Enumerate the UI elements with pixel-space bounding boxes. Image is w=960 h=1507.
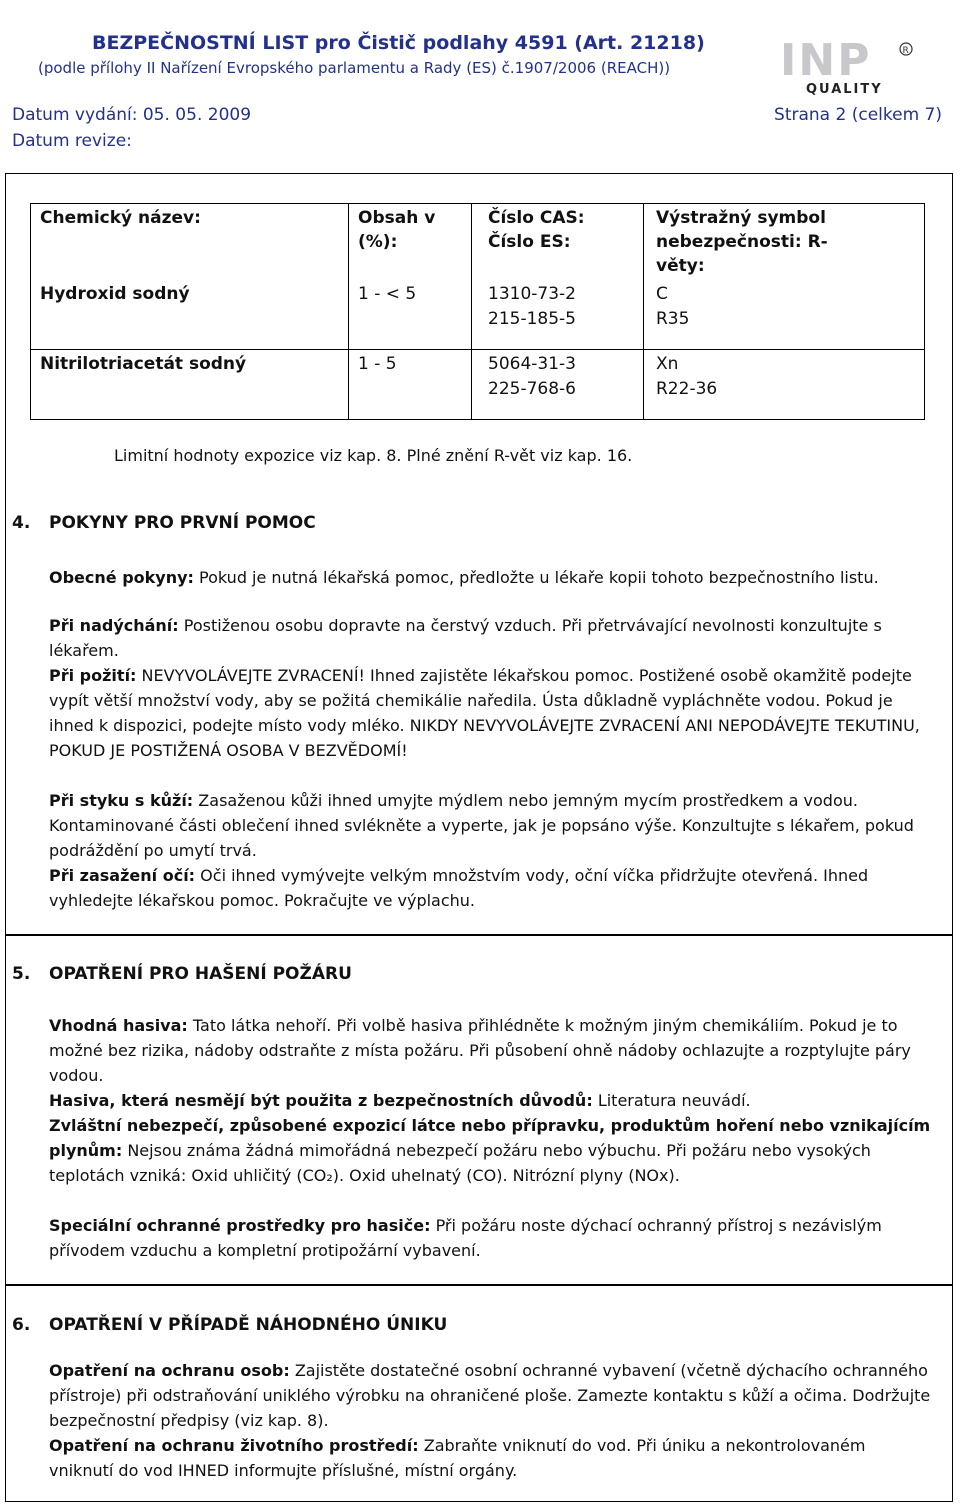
row-1-symbol: C	[656, 284, 668, 304]
row-2-name: Nitrilotriacetát sodný	[40, 354, 247, 374]
special-fire-hazards: Zvláštní nebezpečí, způsobené expozicí látce nebo přípravku, produktům hoření nebo vznikajícím plynům: Nejsou známa žádná mimořádná nebezpečí požáru nebo výbuchu. Při požáru nebo vysokých teplotách vzniká: Oxid uhličitý (CO₂). Oxid uhelnatý (CO). Nitrózní plyny (NOx).	[49, 1116, 931, 1185]
svg-text:R: R	[902, 46, 909, 56]
table-note: Limitní hodnoty expozice viz kap. 8. Plné znění R-vět viz kap. 16.	[114, 446, 633, 465]
document-title: BEZPEČNOSTNÍ LIST pro Čistič podlahy 4591 (Art. 21218)	[92, 32, 705, 54]
row-1-es: 215-185-5	[488, 309, 576, 329]
firefighter-protective-equipment: Speciální ochranné prostředky pro hasiče: Při požáru noste dýchací ochranný přístroj s nezávislým přívodem vzduchu a kompletní protipožární vybavení.	[49, 1216, 882, 1260]
logo-text: INP	[780, 37, 872, 86]
row-1-name: Hydroxid sodný	[40, 284, 190, 304]
row-2-content: 1 - 5	[358, 354, 397, 374]
first-aid-eyes: Při zasažení očí: Oči ihned vymývejte velkým množstvím vody, oční víčka přidržujte otevřená. Ihned vyhledejte lékařskou pomoc. Pokračujte ve výplachu.	[49, 866, 869, 910]
first-aid-skin: Při styku s kůží: Zasaženou kůži ihned umyjte mýdlem nebo jemným mycím prostředkem a vodou. Kontaminované části oblečení ihned svlékněte a vyperte, jak je popsáno výše. Konzultujte s lékařem, pokud podráždění po umytí trvá.	[49, 791, 914, 860]
section-6-title: OPATŘENÍ V PŘÍPADĚ NÁHODNÉHO ÚNIKU	[49, 1315, 448, 1335]
suitable-extinguishing-media: Vhodná hasiva: Tato látka nehoří. Při volbě hasiva přihlédněte k možným jiným chemikáliím. Pokud je to možné bez rizika, nádoby odstraňte z místa požáru. Při působení ohně nádoby ochlazujte a rozptylujte páry vodou.	[49, 1016, 911, 1085]
composition-table	[30, 203, 925, 420]
date-issued: Datum vydání: 05. 05. 2009	[12, 105, 252, 125]
row-2-es: 225-768-6	[488, 379, 576, 399]
row-1-rphrases: R35	[656, 309, 690, 329]
header-cas-es: Číslo CAS: Číslo ES:	[488, 208, 585, 252]
section-6-number: 6.	[12, 1315, 31, 1335]
row-2-cas: 5064-31-3	[488, 354, 576, 374]
first-aid-ingestion: Při požití: NEVYVOLÁVEJTE ZVRACENÍ! Ihned zajistěte lékařskou pomoc. Postižené osobě okamžitě podejte vypít větší množství vody, aby se požitá chemikálie naředila. Ústa důkladně vypláchněte vodou. Pokud je ihned k dispozici, podejte místo vody mléko. NIKDY NEVYVOLÁVEJTE ZVRACENÍ ANI NEPODÁVEJTE TEKUTINU, POKUD JE POSTIŽENÁ OSOBA V BEZVĚDOMÍ!	[49, 666, 920, 760]
row-1-content: 1 - < 5	[358, 284, 417, 304]
inp-quality-logo	[778, 37, 938, 95]
row-1-cas: 1310-73-2	[488, 284, 576, 304]
date-revised: Datum revize:	[12, 131, 132, 151]
section-4-title: POKYNY PRO PRVNÍ POMOC	[49, 513, 316, 533]
section-4-number: 4.	[12, 513, 31, 533]
logo-subtext: QUALITY	[806, 82, 883, 95]
page-info: Strana 2 (celkem 7)	[774, 105, 942, 125]
first-aid-general: Obecné pokyny: Pokud je nutná lékařská pomoc, předložte u lékaře kopii tohoto bezpečnostního listu.	[49, 568, 879, 587]
personal-precautions: Opatření na ochranu osob: Zajistěte dostatečné osobní ochranné vybavení (včetně dýchacího ochranného přístroje) při odstraňování uniklého výrobku na ohraničené ploše. Zamezte kontaktu s kůží a očima. Dodržujte bezpečnostní předpisy (viz kap. 8).	[49, 1361, 931, 1430]
row-2-rphrases: R22-36	[656, 379, 718, 399]
section-5-number: 5.	[12, 964, 31, 984]
header-content: Obsah v (%):	[358, 208, 436, 252]
header-hazard-symbol: Výstražný symbol nebezpečnosti: R-věty:	[656, 208, 828, 276]
header-chemical-name: Chemický název:	[40, 208, 201, 228]
row-2-symbol: Xn	[656, 354, 679, 374]
environmental-precautions: Opatření na ochranu životního prostředí: Zabraňte vniknutí do vod. Při úniku a nekontrolovaném vniknutí do vod IHNED informujte příslušné, místní orgány.	[49, 1436, 866, 1480]
section-5-title: OPATŘENÍ PRO HAŠENÍ POŽÁRU	[49, 964, 352, 984]
unsuitable-extinguishing-media: Hasiva, která nesmějí být použita z bezpečnostních důvodů: Literatura neuvádí.	[49, 1091, 751, 1110]
first-aid-inhalation: Při nadýchání: Postiženou osobu dopravte na čerstvý vzduch. Při přetrvávající nevolnosti konzultujte s lékařem.	[49, 616, 882, 660]
document-subtitle: (podle přílohy II Nařízení Evropského parlamentu a Rady (ES) č.1907/2006 (REACH))	[38, 59, 671, 77]
